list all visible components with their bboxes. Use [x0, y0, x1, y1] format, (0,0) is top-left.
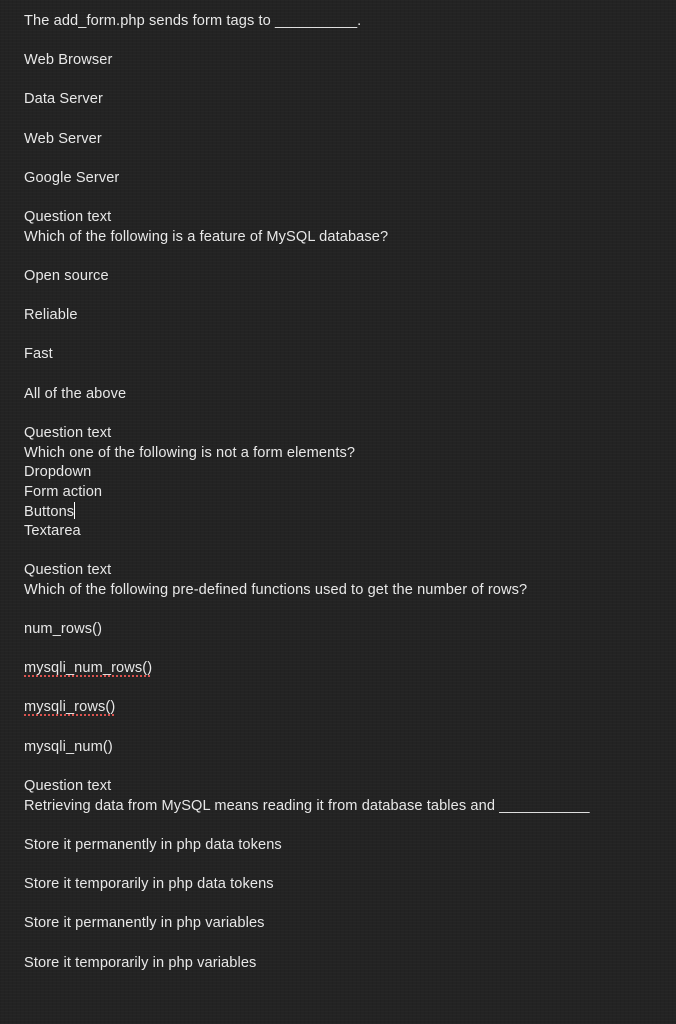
q2-option-1: Open source: [24, 268, 109, 284]
q3-label: Question text: [24, 425, 112, 441]
q2-question: Which of the following is a feature of MySQL database?: [24, 229, 389, 245]
q3-option-1: Dropdown: [24, 464, 92, 480]
q2-option-3: Fast: [24, 346, 53, 362]
q3-option-4: Textarea: [24, 523, 81, 539]
q2-label: Question text: [24, 209, 112, 225]
q3-option-2: Form action: [24, 484, 103, 500]
q5-option-2: Store it temporarily in php data tokens: [24, 876, 274, 892]
q5-option-4: Store it temporarily in php variables: [24, 955, 257, 971]
q5-question: Retrieving data from MySQL means reading it from database tables and ___________: [24, 798, 590, 814]
text-cursor: [74, 502, 75, 519]
q3-option-3: Buttons: [24, 504, 75, 520]
q3-question: Which one of the following is not a form elements?: [24, 445, 356, 461]
q1-option-2: Data Server: [24, 91, 103, 107]
q4-option-2: mysqli_num_rows(): [24, 660, 153, 676]
q1-question: The add_form.php sends form tags to __________.: [24, 13, 362, 29]
q4-option-1: num_rows(): [24, 621, 103, 637]
q5-option-1: Store it permanently in php data tokens: [24, 837, 282, 853]
q1-option-1: Web Browser: [24, 52, 113, 68]
q2-option-4: All of the above: [24, 386, 127, 402]
q4-option-4: mysqli_num(): [24, 739, 113, 755]
q1-option-3: Web Server: [24, 131, 102, 147]
q2-option-2: Reliable: [24, 307, 78, 323]
q4-question: Which of the following pre-defined functions used to get the number of rows?: [24, 582, 528, 598]
q4-label: Question text: [24, 562, 112, 578]
q5-option-3: Store it permanently in php variables: [24, 915, 265, 931]
q1-option-4: Google Server: [24, 170, 120, 186]
note-editor[interactable]: [24, 0, 664, 1024]
q5-label: Question text: [24, 778, 112, 794]
q3-option-3-row: [24, 502, 75, 522]
q4-option-3: mysqli_rows(): [24, 699, 116, 715]
